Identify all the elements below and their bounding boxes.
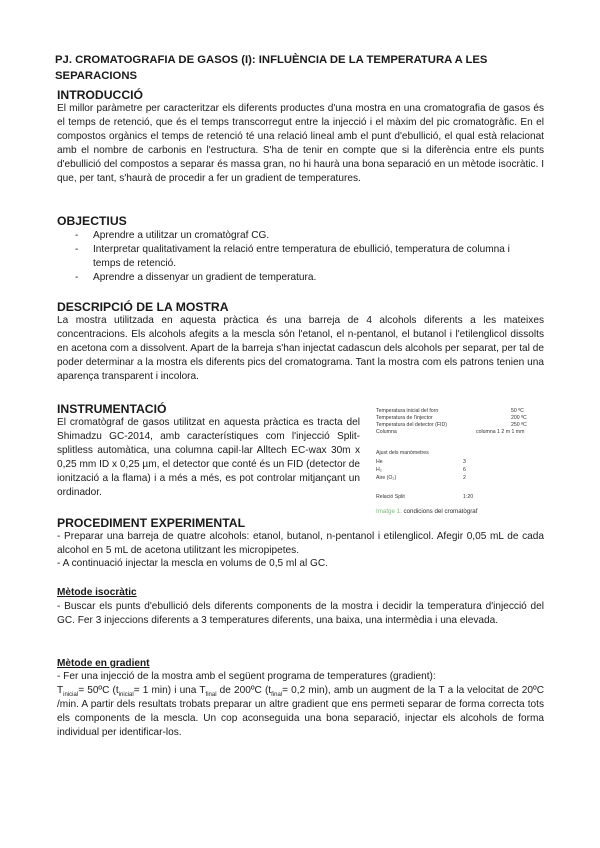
objectius-heading: OBJECTIUS	[57, 214, 127, 228]
intro-heading: INTRODUCCIÓ	[57, 88, 143, 102]
gradient-intro: - Fer una injecció de la mostra amb el següent programa de temperatures (gradient):	[57, 671, 436, 682]
objectius-list	[57, 229, 537, 285]
list-item: - Aprendre a utilitzar un cromatògraf CG.	[57, 229, 537, 243]
procediment-step-1: - Preparar una barreja de quatre alcohols: etanol, butanol, n-pentanol i etilenglicol. Afegir 0,05 mL de cada alcohol en 5 mL de acetona utilitzant les micropipetes.	[57, 531, 544, 556]
instrumentacio-heading: INSTRUMENTACIÓ	[57, 402, 167, 416]
image-caption: Imatge 1: condicions del cromatògraf	[376, 508, 478, 515]
mostra-heading: DESCRIPCIÓ DE LA MOSTRA	[57, 300, 229, 314]
conditions-image: Temperatura inicial del forn 50 ºC Temperatura de l'injector 200 ºC Temperatura del detector (FID) 250 ºC Columna columna 1 2 m 1 mm Ajust dels manòmetres He 3 H₂ 6 Aire (O₂) 2 Relació Split 1:20	[376, 408, 558, 520]
procediment-heading: PROCEDIMENT EXPERIMENTAL	[57, 516, 246, 530]
list-item: - Aprendre a dissenyar un gradient de temperatura.	[57, 271, 537, 285]
isocratic-heading: Mètode isocràtic	[57, 587, 137, 598]
document-title: PJ. CROMATOGRAFIA DE GASOS (I): INFLUÈNCIA DE LA TEMPERATURA A LES SEPARACIONS	[55, 54, 488, 82]
isocratic-text: - Buscar els punts d'ebullició dels diferents components de la mostra i decidir la temperatura d'injecció del GC. Fer 3 injeccions diferents a 3 temperatures diferents, una baixa, una intermèdia i una elevada.	[57, 601, 544, 626]
gradient-heading: Mètode en gradient	[57, 658, 150, 669]
flows-heading: Ajust dels manòmetres	[376, 450, 429, 456]
list-item: - Interpretar qualitativament la relació entre temperatura de ebullició, temperatura de columna i temps de retenció.	[57, 243, 537, 271]
procediment-step-2: - A continuació injectar la mescla en volums de 0,5 ml al GC.	[57, 558, 328, 569]
gradient-text: $T_{inicial}=$ 50ºC ($t_{inicial}= 1$ min) i una $T_{final}$ de 200ºC ($t_{final}= 0,2$ min), amb un augment de la T a la velocitat de 20ºC /min. A partir dels resultats trobats preparar un altre gradient que ens permeti separar de forma correcta tots els components de la mescla. Un cop aconseguida una bona separació, injectar els alcohols de forma individual per identificar-los.	[57, 685, 545, 738]
intro-text: El millor paràmetre per caracteritzar els diferents productes d'una mostra en una cromatografia de gasos és el temps de retenció, que és el temps transcorregut entre la injecció i el màxim del pic cromatogràfic. En el compostos orgànics el temps de retenció té una relació lineal amb el punt d'ebullició, el qual està relacionat amb el nombre de carbonis en l'estructura. S'ha de tenir en compte que si la diferència entre els punts d'ebullició del compostos a separar és massa gran, no hi haurà una bona separació en un mètode isocràtic. I que, per tant, s'haurà de procedir a fer un gradient de temperatures.	[57, 103, 544, 184]
instrumentacio-text: El cromatògraf de gasos utilitzat en aquesta pràctica es tracta del Shimadzu GC-2014, amb característiques com l'injecció Split-splitless automàtica, una columna capil·lar Alltech EC-wax 30m x 0,25 mm ID x 0,25 µm, el detector que conté és un FID (detector de ionització a la flama) i a més a més, es pot controlar mitjançant un ordinador.	[57, 417, 360, 498]
mostra-text: La mostra utilitzada en aquesta pràctica és una barreja de 4 alcohols diferents a les mateixes concentracions. Els alcohols afegits a la mescla són l'etanol, el n-pentanol, el butanol i l'etilenglicol dissolts en acetona com a dissolvent. Apart de la barreja s'han injectat cadascun dels alcohols per separat, per tal de poder determinar a la mostra els diferents pics del cromatograma. Tant la mostra com els patrons tenien una aparença transparent i incolora.	[57, 315, 544, 382]
